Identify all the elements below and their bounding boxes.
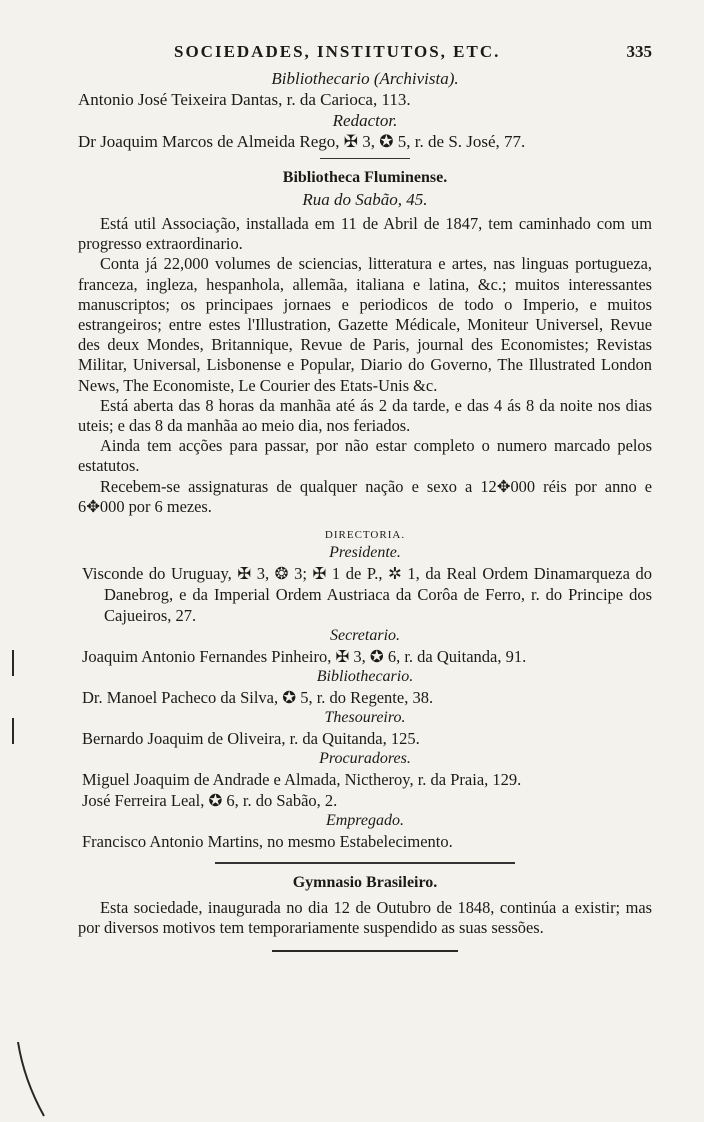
paragraph-3: Está aberta das 8 horas da manhãa até ás 2 da tarde, e das 4 ás 8 da noite nos dias uteis; e das 8 da manhãa ao meio dia, nos feriados. — [78, 395, 652, 436]
role-bibliothecario: Bibliothecario. — [316, 668, 414, 686]
margin-mark-2 — [12, 718, 14, 744]
role-redactor: Redactor. — [332, 111, 398, 130]
section-rule — [215, 862, 515, 864]
section-title-bibliotheca: Bibliotheca Fluminense. — [282, 169, 448, 186]
separator-dash — [320, 158, 410, 159]
member-presidente: Visconde do Uruguay, ✠ 3, ❂ 3; ✠ 1 de P., ✲ 1, da Real Ordem Dinamarqueza do Danebrog, e da Imperial Ordem Austriaca da Corôa de Ferro, r. do Principe dos Cajueiros, 27. — [82, 564, 652, 626]
paragraph-2: Conta já 22,000 volumes de sciencias, litteratura e artes, nas linguas portugueza, franceza, ingleza, hespanhola, allemãa, italiana e latina, &c.; muitos interessantes manuscriptos; os principaes jornaes e periodicos de todo o Imperio, e muitos estrangeiros; entre estes l'Illustration, Gazette Médicale, Moniteur Universel, Revue des deux Mondes, Britannique, Revue de Paris, journal des Economistes; Revistas Militar, Universal, Lisbonense e Popular, Diario do Governo, The Illustrated London News, The Economiste, Le Courier des Etats-Unis &c. — [78, 254, 652, 395]
role-bibliothecario-top: Bibliothecario (Archivista). — [271, 69, 459, 88]
margin-scribble — [14, 1040, 54, 1120]
member-secretario: Joaquim Antonio Fernandes Pinheiro, ✠ 3, ✪ 6, r. da Quitanda, 91. — [82, 647, 527, 667]
member-procurador-2: José Ferreira Leal, ✪ 6, r. do Sabão, 2. — [82, 791, 338, 811]
redactor: Dr Joaquim Marcos de Almeida Rego, ✠ 3, ✪ 5, r. de S. José, 77. — [78, 132, 526, 151]
margin-mark-1 — [12, 650, 14, 676]
member-thesoureiro: Bernardo Joaquim de Oliveira, r. da Quitanda, 125. — [82, 729, 420, 749]
bibliothecario-top: Antonio José Teixeira Dantas, r. da Carioca, 113. — [78, 90, 411, 109]
page-content — [78, 42, 652, 952]
paragraph-1: Está util Associação, installada em 11 de Abril de 1847, tem caminhado com um progresso extraordinario. — [78, 214, 652, 254]
page-number: 335 — [626, 42, 652, 61]
gymnasio-paragraph: Esta sociedade, inaugurada no dia 12 de Outubro de 1848, continúa a existir; mas por diversos motivos tem temporariamente suspendido as suas sessões. — [78, 898, 652, 938]
running-title: SOCIEDADES, INSTITUTOS, ETC. — [174, 42, 501, 61]
role-thesoureiro: Thesoureiro. — [324, 709, 406, 727]
bibliotheca-address: Rua do Sabão, 45. — [302, 190, 428, 209]
role-secretario: Secretario. — [329, 627, 401, 645]
paragraph-4: Ainda tem acções para passar, por não estar completo o numero marcado pelos estatutos. — [78, 436, 652, 476]
running-head — [78, 42, 652, 68]
member-procurador-1: Miguel Joaquim de Andrade e Almada, Nictheroy, r. da Praia, 129. — [82, 770, 522, 790]
paragraph-5: Recebem-se assignaturas de qualquer nação e sexo a 12✥000 réis por anno e 6✥000 por 6 mezes. — [78, 476, 652, 516]
section-title-gymnasio: Gymnasio Brasileiro. — [292, 874, 438, 892]
closing-rule — [272, 950, 458, 952]
member-bibliothecario: Dr. Manoel Pacheco da Silva, ✪ 5, r. do Regente, 38. — [82, 688, 434, 708]
directoria-heading: DIRECTORIA. — [324, 529, 406, 542]
role-empregado: Empregado. — [325, 812, 405, 830]
role-procuradores: Procuradores. — [319, 750, 411, 768]
member-empregado: Francisco Antonio Martins, no mesmo Estabelecimento. — [82, 832, 453, 852]
role-presidente: Presidente. — [329, 544, 401, 562]
